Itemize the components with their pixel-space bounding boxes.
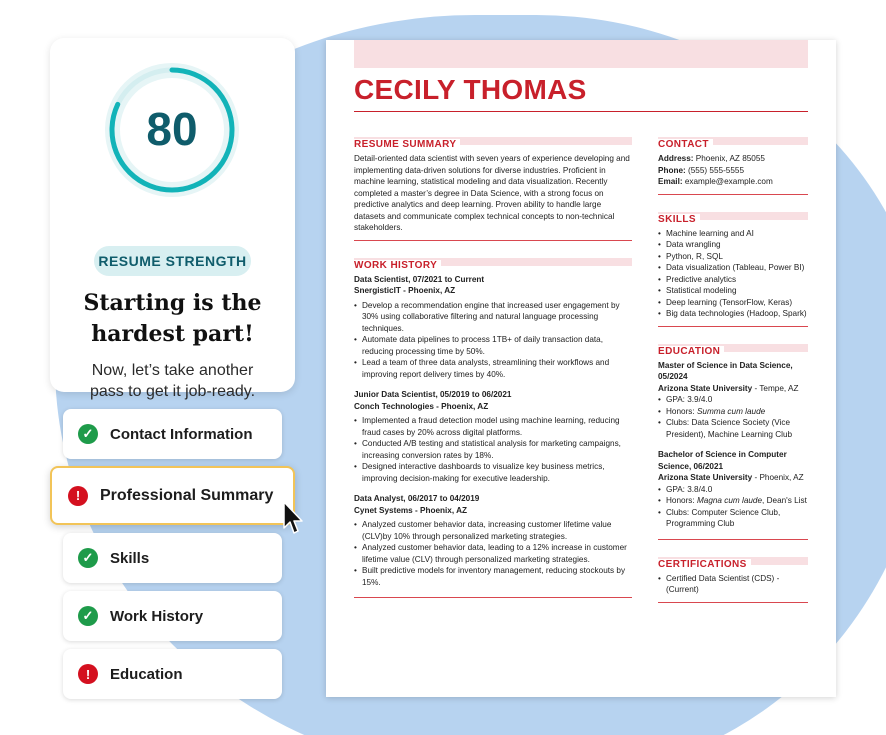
score-gauge (102, 60, 242, 200)
summary-text: Detail-oriented data scientist with seven years of experience developing and implementing data-driven solutions for diverse industries. Proficient in machine learning, statistical modeling and data visualization. Recently completed a master’s degree in Data Science, with a strong focus on predictive analytics and deep learning. Proven ability to handle large datasets and communicate complex technical concepts to non-technical stakeholders. (354, 154, 630, 232)
resume-header-bar (354, 40, 808, 68)
section-label: Education (110, 665, 183, 683)
alert-icon: ! (68, 486, 88, 506)
section-heading (658, 134, 808, 148)
skills-title: SKILLS (658, 214, 700, 225)
education-details (658, 394, 808, 440)
education-entry (658, 360, 808, 441)
skill-item: • Machine learning and AI (658, 228, 808, 240)
contact-section (658, 134, 808, 195)
education-title: EDUCATION (658, 346, 724, 357)
job-bullet: • Implemented a fraud detection model using machine learning, reducing fraud cases by 20% across digital platforms. (354, 415, 632, 438)
job-title: Data Scientist, 07/2021 to Current (354, 274, 485, 284)
check-icon: ✓ (78, 606, 98, 626)
job-bullet: • Automate data pipelines to process 1TB+ of daily transaction data, reducing processing time by 50%. (354, 334, 632, 357)
section-heading (658, 554, 808, 568)
section-label: Skills (110, 549, 150, 567)
section-heading (354, 134, 632, 148)
school: Arizona State University - Phoenix, AZ (658, 473, 804, 482)
check-icon: ✓ (78, 424, 98, 444)
contact-email: Email: example@example.com (658, 177, 773, 186)
section-education[interactable] (63, 649, 282, 699)
contact-address: Address: Phoenix, AZ 85055 (658, 154, 765, 163)
work-history-title: WORK HISTORY (354, 260, 441, 271)
certifications-list (658, 573, 808, 596)
section-label: Work History (110, 607, 204, 625)
job-bullet: • Conducted A/B testing and statistical analysis for marketing campaigns, increasing conversion rates by 18%. (354, 438, 632, 461)
job-bullets (354, 519, 632, 588)
skill-item: • Python, R, SQL (658, 251, 808, 263)
section-professional-summary[interactable] (50, 466, 295, 525)
section-label: Professional Summary (100, 486, 274, 504)
resume-name: CECILY THOMAS (354, 74, 587, 105)
job-bullets (354, 415, 632, 484)
job-bullet: • Built predictive models for inventory management, reducing stockouts by 15%. (354, 565, 632, 588)
job-company: Conch Technologies - Phoenix, AZ (354, 401, 489, 411)
mouse-pointer-icon (282, 500, 304, 536)
skill-item: • Deep learning (TensorFlow, Keras) (658, 297, 808, 309)
education-section (658, 341, 808, 540)
certifications-title: CERTIFICATIONS (658, 559, 751, 570)
education-details (658, 484, 808, 530)
score-value: 80 (146, 103, 198, 155)
certifications-section (658, 554, 808, 603)
resume-summary-section (354, 134, 632, 241)
resume-strength-card (50, 38, 295, 400)
section-divider (658, 194, 808, 195)
section-heading (658, 209, 808, 223)
school: Arizona State University - Tempe, AZ (658, 383, 799, 393)
job-bullet: • Designed interactive dashboards to visualize key business metrics, improving decision-making for executive leadership. (354, 461, 632, 484)
job-bullets (354, 300, 632, 381)
job-bullet: • Develop a recommendation engine that increased user engagement by 30% using collaborative filtering and natural language processing techniques. (354, 300, 632, 335)
section-divider (658, 602, 808, 603)
resume-strength-badge: RESUME STRENGTH (94, 246, 251, 276)
skill-item: • Predictive analytics (658, 274, 808, 286)
section-heading (354, 255, 632, 269)
work-history-section (354, 255, 632, 599)
subtext-line-2: pass to get it job-ready. (89, 383, 256, 400)
skill-item: • Data visualization (Tableau, Power BI) (658, 262, 808, 274)
job-title: Junior Data Scientist, 05/2019 to 06/2021 (354, 390, 512, 399)
section-skills[interactable] (63, 533, 282, 583)
contact-title: CONTACT (658, 139, 713, 150)
honors: • Honors: Summa cum laude (658, 406, 808, 418)
headline-line-2: hardest part! (91, 321, 254, 347)
education-entry (658, 449, 808, 530)
section-heading (658, 341, 808, 355)
gpa: • GPA: 3.9/4.0 (658, 394, 808, 406)
gpa: • GPA: 3.8/4.0 (658, 484, 808, 496)
job-title: Data Analyst, 06/2017 to 04/2019 (354, 494, 480, 503)
section-label: Contact Information (110, 425, 253, 443)
resume-left-column (354, 134, 632, 610)
score-headline (60, 288, 285, 350)
section-work-history[interactable] (63, 591, 282, 641)
contact-phone: Phone: (555) 555-5555 (658, 165, 745, 175)
degree: Master of Science in Data Science, 05/2024 (658, 360, 793, 381)
summary-title: RESUME SUMMARY (354, 139, 460, 150)
section-divider (354, 240, 632, 241)
honors: • Honors: Magna cum laude, Dean's List (658, 495, 808, 507)
job-entry (354, 274, 632, 381)
clubs: • Clubs: Computer Science Club, Programming Club (658, 507, 808, 530)
job-bullet: • Analyzed customer behavior data, increasing customer lifetime value (CLV)by 10% through personalized marketing strategies. (354, 519, 632, 542)
job-entry (354, 389, 632, 484)
headline-line-1: Starting is the (83, 290, 262, 316)
check-icon: ✓ (78, 548, 98, 568)
resume-preview (326, 40, 836, 697)
certification-item: • Certified Data Scientist (CDS) - (Current) (658, 573, 808, 596)
subtext-line-1: Now, let’s take another (91, 362, 254, 379)
skills-list (658, 228, 808, 320)
job-entry (354, 493, 632, 588)
name-divider (354, 111, 808, 112)
section-divider (658, 539, 808, 540)
skills-section (658, 209, 808, 327)
job-company: Cynet Systems - Phoenix, AZ (354, 505, 467, 515)
section-divider (354, 597, 632, 598)
resume-right-column (658, 134, 808, 615)
score-subtext (60, 360, 285, 402)
skill-item: • Big data technologies (Hadoop, Spark) (658, 308, 808, 320)
section-divider (658, 326, 808, 327)
section-contact-information[interactable] (63, 409, 282, 459)
job-bullet: • Lead a team of three data analysts, streamlining their workflows and improving report delivery times by 40%. (354, 357, 632, 380)
alert-icon: ! (78, 664, 98, 684)
skill-item: • Data wrangling (658, 239, 808, 251)
job-company: SnergisticIT - Phoenix, AZ (354, 286, 456, 295)
job-bullet: • Analyzed customer behavior data, leading to a 12% increase in customer lifetime value (CLV) through personalized marketing strategies. (354, 542, 632, 565)
clubs: • Clubs: Data Science Society (Vice President), Machine Learning Club (658, 417, 808, 440)
skill-item: • Statistical modeling (658, 285, 808, 297)
degree: Bachelor of Science in Computer Science, 06/2021 (658, 450, 787, 471)
